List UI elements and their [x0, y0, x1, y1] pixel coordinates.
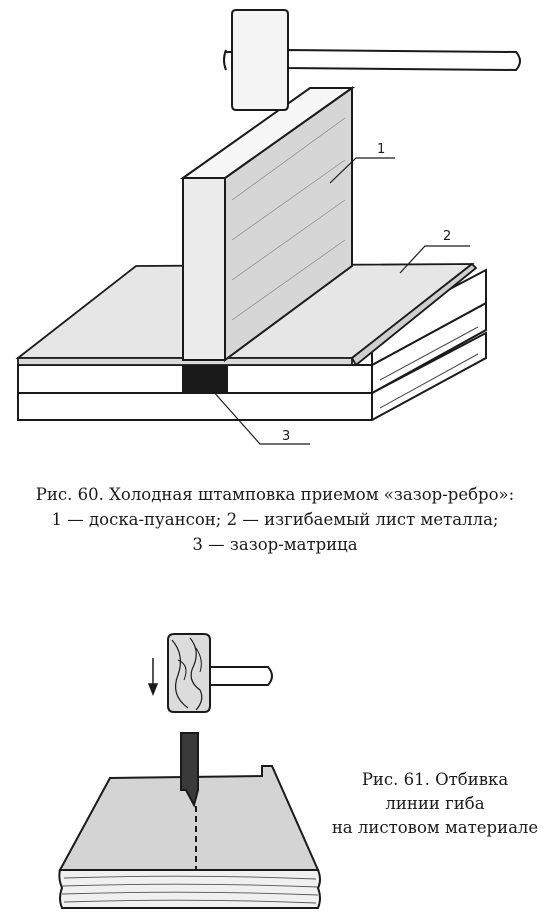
label-1: 1: [377, 142, 386, 157]
figure-60-caption-line-1: Рис. 60. Холодная штамповка приемом «зазор-ребро»:: [35, 485, 515, 504]
strike-direction-arrow: [149, 658, 157, 694]
figure-60-caption-line-3: 3 — зазор-матрица: [192, 535, 358, 554]
figure-61-caption-line-3: на листовом материале: [331, 818, 539, 837]
figure-61-caption-line-2: линии гиба: [385, 794, 485, 813]
label-2: 2: [443, 229, 452, 244]
label-3: 3: [282, 429, 291, 444]
figure-61-caption-line-1: Рис. 61. Отбивка: [361, 770, 509, 789]
figure-61-caption: [320, 768, 550, 840]
figure-60-caption-line-2: 1 — доска-пуансон; 2 — изгибаемый лист металла;: [51, 510, 499, 529]
wooden-mallet: [168, 634, 272, 712]
